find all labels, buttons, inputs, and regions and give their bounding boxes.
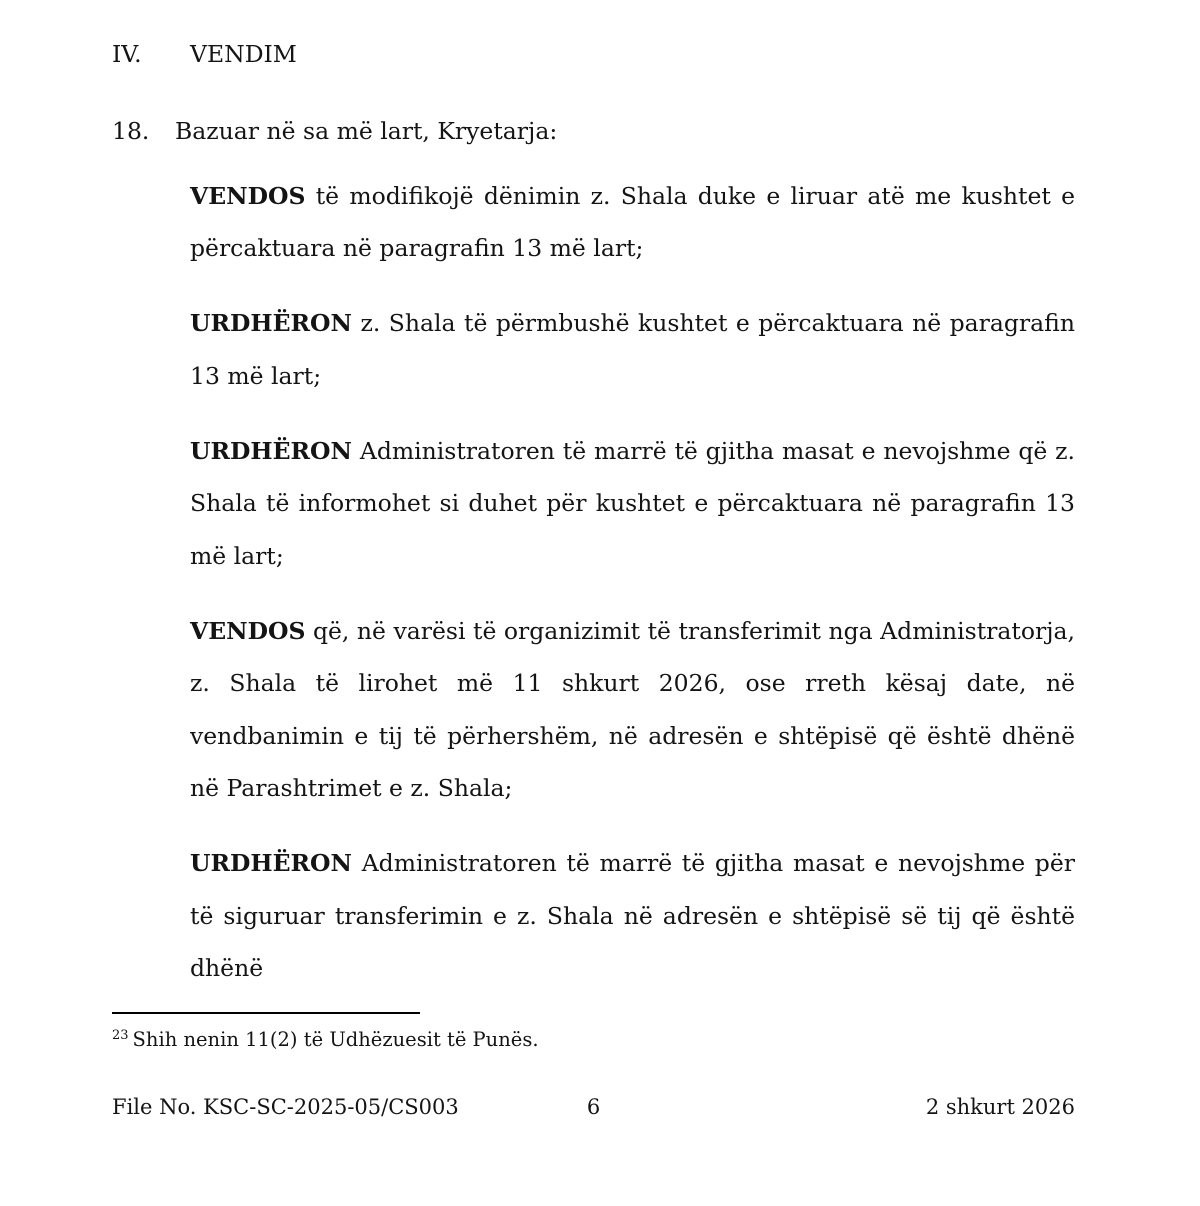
operative-text: të modifikojë dënimin z. Shala duke e liruar atë me kushtet e përcaktuara në paragrafin 13 më lart;	[190, 181, 1075, 262]
footnote-separator-rule	[112, 1012, 420, 1014]
footnote-marker: 23	[112, 1028, 129, 1043]
operative-keyword: VENDOS	[190, 181, 306, 210]
section-title: VENDIM	[190, 40, 297, 68]
numbered-paragraph	[112, 105, 1075, 158]
operative-keyword: URDHËRON	[190, 309, 352, 337]
section-number: IV.	[112, 40, 142, 68]
page-footer	[112, 1094, 1075, 1121]
footer-date: 2 shkurt 2026	[925, 1095, 1075, 1119]
operative-text: z. Shala të përmbushë kushtet e përcaktuara në paragrafin 13 më lart;	[190, 309, 1075, 390]
operative-text: që, në varësi të organizimit të transferimit nga Administratorja, z. Shala të lirohet më 11 shkurt 2026, ose rreth kësaj date, në vendbanimin e tij të përhershëm, në adresën e shtëpisë që është dhënë në Parashtrimet e z. Shala;	[190, 616, 1075, 802]
section-heading	[112, 28, 1075, 81]
operative-text: Administratoren të marrë të gjitha masat e nevojshme për të siguruar transferimin e z. Shala në adresën e shtëpisë së tij që është dhënë	[190, 849, 1075, 982]
operative-text: Administratoren të marrë të gjitha masat e nevojshme që z. Shala të informohet si duhet për kushtet e përcaktuara në paragrafin 13 më lart;	[190, 436, 1075, 570]
footnote-text: Shih nenin 11(2) të Udhëzuesit të Punës.	[132, 1028, 539, 1051]
footer-page-number: 6	[586, 1095, 601, 1119]
operative-paragraph	[190, 605, 1075, 815]
operative-paragraph	[190, 425, 1075, 583]
operative-paragraph	[190, 837, 1075, 995]
operative-keyword: URDHËRON	[190, 849, 352, 877]
operative-keyword: VENDOS	[190, 616, 306, 645]
paragraph-number: 18.	[112, 116, 150, 145]
operative-keyword: URDHËRON	[190, 436, 352, 465]
paragraph-text: Bazuar në sa më lart, Kryetarja:	[175, 116, 558, 145]
document-body	[112, 0, 1075, 995]
footnote	[112, 1026, 1075, 1056]
operative-paragraph	[190, 170, 1075, 275]
operative-paragraph	[190, 297, 1075, 402]
footer-file-number: File No. KSC-SC-2025-05/CS003	[112, 1095, 459, 1119]
